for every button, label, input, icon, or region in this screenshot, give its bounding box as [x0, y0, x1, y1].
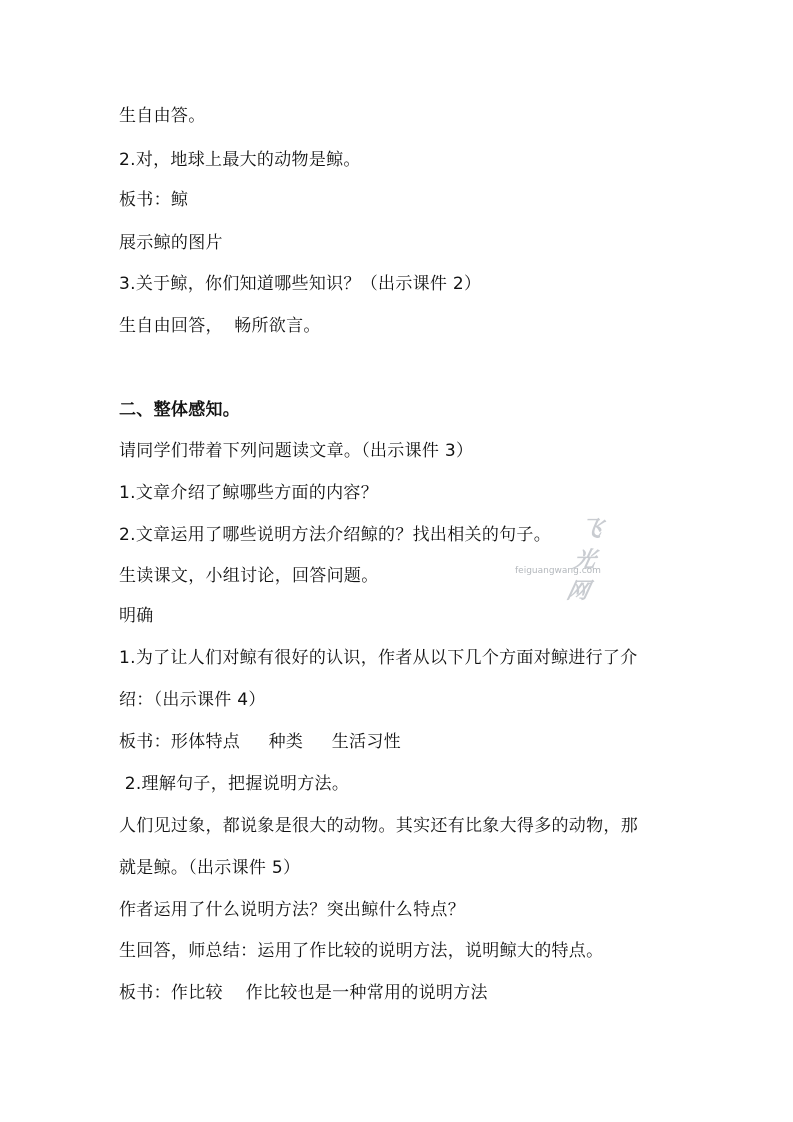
text-line-elephant-2: 就是鲸。（出示课件 5）	[119, 858, 301, 878]
text-line-free-answer: 生自由回答， 畅所欲言。	[119, 316, 321, 336]
text-line-question-methods: 2.文章运用了哪些说明方法介绍鲸的？找出相关的句子。	[119, 525, 552, 545]
text-line-aspects-2: 绍：（出示课件 4）	[119, 690, 266, 710]
text-line-board-aspects: 板书：形体特点 种类 生活习性	[119, 732, 401, 752]
text-line-method-question: 作者运用了什么说明方法？突出鲸什么特点？	[119, 900, 465, 920]
text-line-read-article: 请同学们带着下列问题读文章。（出示课件 3）	[119, 441, 474, 461]
text-line-show-picture: 展示鲸的图片	[119, 233, 223, 253]
text-line-board-comparison: 板书：作比较 作比较也是一种常用的说明方法	[119, 983, 488, 1003]
text-line-clarify: 明确	[119, 606, 154, 626]
text-line-largest-animal: 2.对，地球上最大的动物是鲸。	[119, 150, 361, 170]
section-heading-overview: 二、整体感知。	[119, 400, 241, 420]
text-line-aspects-1: 1.为了让人们对鲸有很好的认识，作者从以下几个方面对鲸进行了介	[119, 648, 638, 668]
watermark-url: feiguangwang.com	[515, 566, 601, 576]
text-line-teacher-summary: 生回答，师总结：运用了作比较的说明方法，说明鲸大的特点。	[119, 941, 604, 961]
text-line-question-content: 1.文章介绍了鲸哪些方面的内容？	[119, 483, 379, 503]
text-line-group-discussion: 生读课文，小组讨论，回答问题。	[119, 566, 379, 586]
text-line-understand-sentence: 2.理解句子，把握说明方法。	[119, 774, 350, 794]
text-line-answer: 生自由答。	[119, 106, 206, 126]
watermark-logo: 飞光网	[564, 517, 607, 604]
text-line-question-3: 3.关于鲸，你们知道哪些知识？（出示课件 2）	[119, 274, 482, 294]
text-line-elephant-1: 人们见过象，都说象是很大的动物。其实还有比象大得多的动物，那	[119, 816, 638, 836]
text-line-board-whale: 板书：鲸	[119, 190, 189, 210]
